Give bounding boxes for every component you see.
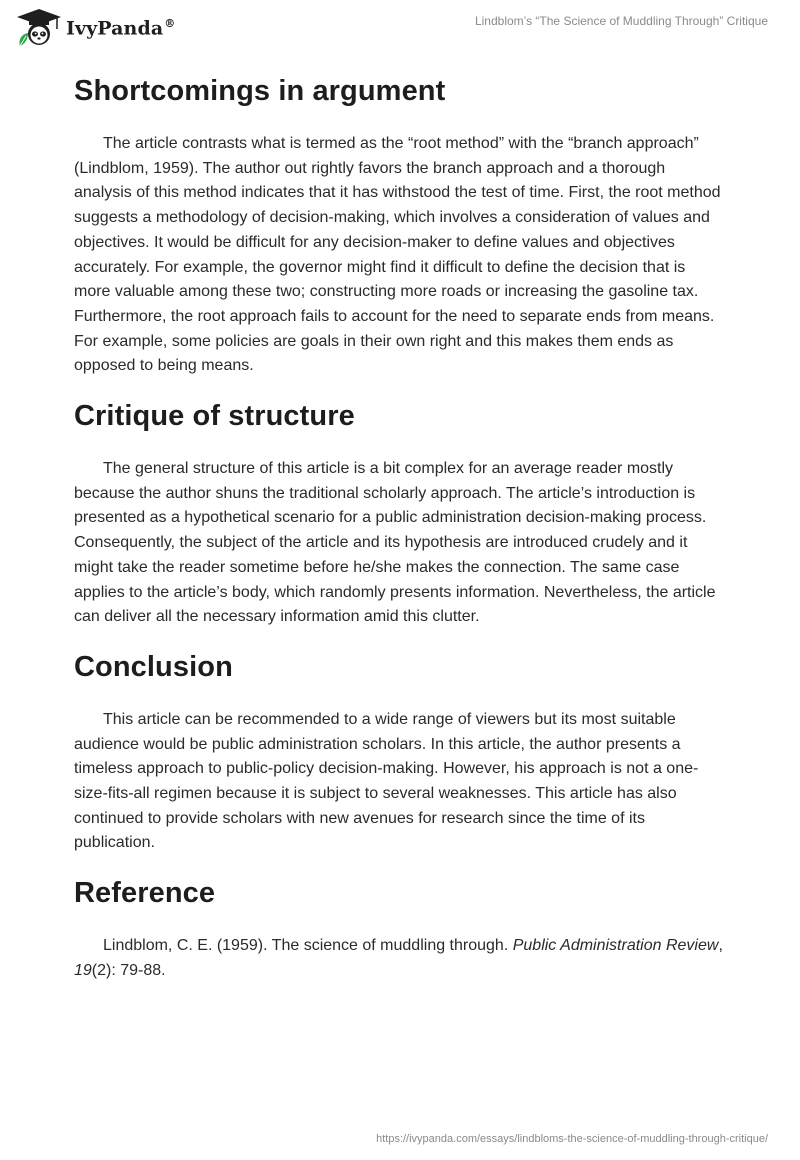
section-conclusion	[74, 642, 726, 856]
source-url[interactable]: https://ivypanda.com/essays/lindbloms-the-science-of-muddling-through-critique/	[376, 1133, 768, 1145]
section-shortcomings	[74, 66, 726, 379]
section-paragraph: The general structure of this article is a bit complex for an average reader mostly because the author shuns the traditional scholarly approach. The article’s introduction is presented as a hypothetical scenario for a public administration decision-making process. Consequently, the subject of the article and its hypothesis are introduced crudely and it might take the reader sometime before he/she makes the connection. The same case applies to the article’s body, which randomly presents information. Nevertheless, the article can deliver all the necessary information amid this clutter.	[74, 460, 716, 626]
section-reference	[74, 868, 726, 983]
panda-graduate-icon	[16, 9, 62, 47]
section-structure	[74, 391, 726, 630]
reference-citation: Lindblom, C. E. (1959). The science of muddling through. Public Administration Review, 19(2): 79-88.	[74, 937, 723, 979]
logo-wordmark: IvyPanda®	[66, 16, 176, 40]
section-paragraph: The article contrasts what is termed as the “root method” with the “branch approach” (Lindblom, 1959). The author out rightly favors the branch approach and a thorough analysis of this method indicates that it has withstood the test of time. First, the root method suggests a methodology of decision-making, which involves a consideration of values and objectives. It would be difficult for any decision-maker to define values and objectives accurately. For example, the governor might find it difficult to define the decision that is more valuable among these two; constructing more roads or increasing the gasoline tax. Furthermore, the root approach fails to account for the need to separate ends from means. For example, some policies are goals in their own right and this makes them ends as opposed to being means.	[74, 135, 721, 375]
journal-volume: 19	[74, 961, 92, 979]
section-paragraph: This article can be recommended to a wide range of viewers but its most suitable audience would be public administration scholars. In this article, the author presents a timeless approach to public-policy decision-making. However, his approach is not a one-size-fits-all regimen because it is subject to several weaknesses. This article has also continued to provide scholars with new avenues for research since the time of its publication.	[74, 710, 699, 852]
article-body	[74, 66, 726, 996]
journal-title: Public Administration Review	[512, 937, 719, 955]
document-title: Lindblom’s “The Science of Muddling Through” Critique	[474, 14, 768, 28]
section-heading: Conclusion	[74, 650, 233, 683]
section-heading: Reference	[74, 877, 216, 910]
section-heading: Critique of structure	[74, 400, 355, 433]
brand-logo[interactable]	[16, 9, 175, 47]
section-heading: Shortcomings in argument	[74, 75, 446, 107]
